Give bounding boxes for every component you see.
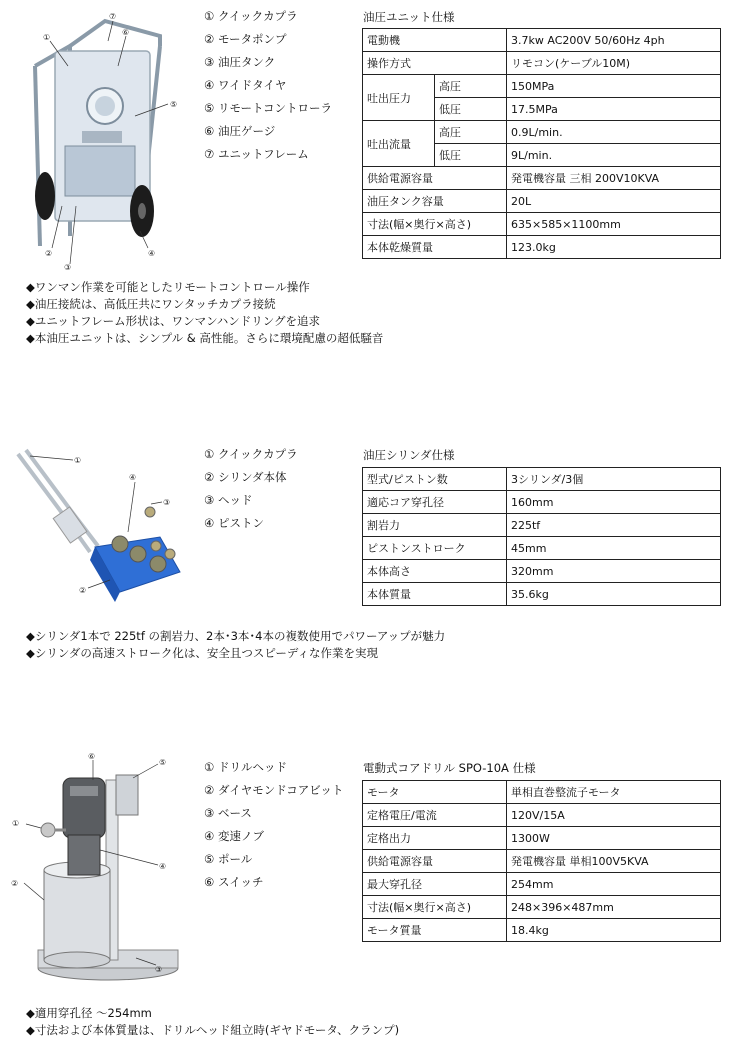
spec-value: 254mm <box>507 873 721 896</box>
hydraulic-unit-features <box>26 279 383 347</box>
feature-item: ◆シリンダ1本で 225tf の割岩力、2本･3本･4本の複数使用でパワーアップが魅力 <box>26 629 446 643</box>
spec-value: 248×396×487mm <box>507 896 721 919</box>
spec-title: 電動式コアドリル SPO-10A 仕様 <box>363 761 536 775</box>
spec-label: 寸法(幅×奥行×高さ) <box>363 896 507 919</box>
feature-item: ◆本油圧ユニットは、シンプル & 高性能。さらに環境配慮の超低騒音 <box>26 331 384 345</box>
spec-label: 吐出圧力 <box>363 75 435 121</box>
spec-value: 3.7kw AC200V 50/60Hz 4ph <box>507 29 721 52</box>
spec-label: 定格電圧/電流 <box>363 804 507 827</box>
spec-label: ピストンストローク <box>363 537 507 560</box>
part-item: ⑥ スイッチ <box>204 875 264 889</box>
spec-label: 寸法(幅×奥行×高さ) <box>363 213 507 236</box>
table-row <box>363 850 721 873</box>
spec-value: 120V/15A <box>507 804 721 827</box>
spec-value: 17.5MPa <box>507 98 721 121</box>
callout-4: ④ <box>129 473 137 482</box>
table-row <box>363 29 721 52</box>
spec-label: 供給電源容量 <box>363 167 507 190</box>
part-item: ③ ベース <box>204 806 252 820</box>
spec-value: 150MPa <box>507 75 721 98</box>
table-row <box>363 236 721 259</box>
table-row <box>363 896 721 919</box>
spec-label: 本体質量 <box>363 583 507 606</box>
table-row <box>363 804 721 827</box>
spec-label: 型式/ピストン数 <box>363 468 507 491</box>
spec-value: 1300W <box>507 827 721 850</box>
core-drill-illustration <box>8 750 195 990</box>
hydraulic-cylinder-spec-table <box>362 467 721 606</box>
spec-label: 操作方式 <box>363 52 507 75</box>
hydraulic-cylinder-features <box>26 628 445 662</box>
table-row <box>363 75 721 98</box>
spec-value: リモコン(ケーブル10M) <box>507 52 721 75</box>
part-item: ③ 油圧タンク <box>204 55 276 69</box>
callout-1: ① <box>74 456 82 465</box>
table-row <box>363 537 721 560</box>
table-row <box>363 583 721 606</box>
table-row <box>363 919 721 942</box>
spec-label: モータ <box>363 781 507 804</box>
spec-value: 3シリンダ/3個 <box>507 468 721 491</box>
callout-3: ③ <box>155 965 163 974</box>
callout-5: ⑤ <box>159 758 167 767</box>
spec-label: モータ質量 <box>363 919 507 942</box>
callout-3: ③ <box>163 498 171 507</box>
callout-7: ⑦ <box>109 12 117 21</box>
table-row <box>363 827 721 850</box>
callout-4: ④ <box>148 249 156 258</box>
spec-label: 電動機 <box>363 29 507 52</box>
spec-label: 本体乾燥質量 <box>363 236 507 259</box>
part-item: ② ダイヤモンドコアビット <box>204 783 344 797</box>
spec-label: 本体高さ <box>363 560 507 583</box>
part-item: ① ドリルヘッド <box>204 760 287 774</box>
part-item: ① クイックカプラ <box>204 9 298 23</box>
callout-6: ⑥ <box>122 28 130 37</box>
spec-label: 適応コア穿孔径 <box>363 491 507 514</box>
table-row <box>363 560 721 583</box>
core-drill-parts-list <box>204 756 343 894</box>
spec-value: 発電機容量 三相 200V10KVA <box>507 167 721 190</box>
part-item: ④ 変速ノブ <box>204 829 264 843</box>
spec-sublabel: 低圧 <box>435 98 507 121</box>
spec-value: 0.9L/min. <box>507 121 721 144</box>
spec-value: 18.4kg <box>507 919 721 942</box>
spec-value: 123.0kg <box>507 236 721 259</box>
feature-item: ◆油圧接続は、高低圧共にワンタッチカプラ接続 <box>26 297 276 311</box>
callout-1: ① <box>12 819 20 828</box>
spec-value: 9L/min. <box>507 144 721 167</box>
spec-label: 最大穿孔径 <box>363 873 507 896</box>
table-row <box>363 190 721 213</box>
spec-title: 油圧ユニット仕様 <box>363 10 455 24</box>
table-row <box>363 781 721 804</box>
feature-item: ◆寸法および本体質量は、ドリルヘッド組立時(ギヤドモータ、クランプ) <box>26 1023 400 1037</box>
spec-label: 供給電源容量 <box>363 850 507 873</box>
part-item: ⑥ 油圧ゲージ <box>204 124 276 138</box>
part-item: ⑤ リモートコントローラ <box>204 101 333 115</box>
feature-item: ◆シリンダの高速ストローク化は、安全且つスピーディな作業を実現 <box>26 646 379 660</box>
spec-value: 単相直巻整流子モータ <box>507 781 721 804</box>
spec-value: 635×585×1100mm <box>507 213 721 236</box>
callout-1: ① <box>43 33 51 42</box>
table-row <box>363 514 721 537</box>
spec-sublabel: 高圧 <box>435 121 507 144</box>
part-item: ① クイックカプラ <box>204 447 298 461</box>
part-item: ② シリンダ本体 <box>204 470 287 484</box>
spec-value: 20L <box>507 190 721 213</box>
table-row <box>363 52 721 75</box>
hydraulic-cylinder-parts-list <box>204 443 298 535</box>
part-item: ③ ヘッド <box>204 493 253 507</box>
callout-4: ④ <box>159 862 167 871</box>
spec-label: 油圧タンク容量 <box>363 190 507 213</box>
callout-2: ② <box>11 879 19 888</box>
hydraulic-unit-parts-list <box>204 5 332 166</box>
hydraulic-unit-spec-table <box>362 28 721 259</box>
core-drill-spec-table <box>362 780 721 942</box>
feature-item: ◆適用穿孔径 ～254mm <box>26 1006 152 1020</box>
spec-value: 225tf <box>507 514 721 537</box>
spec-sublabel: 高圧 <box>435 75 507 98</box>
spec-label: 割岩力 <box>363 514 507 537</box>
part-item: ④ ワイドタイヤ <box>204 78 287 92</box>
spec-sublabel: 低圧 <box>435 144 507 167</box>
table-row <box>363 468 721 491</box>
part-item: ⑦ ユニットフレーム <box>204 147 309 161</box>
callout-5: ⑤ <box>170 100 178 109</box>
spec-label: 吐出流量 <box>363 121 435 167</box>
feature-item: ◆ユニットフレーム形状は、ワンマンハンドリングを追求 <box>26 314 321 328</box>
table-row <box>363 491 721 514</box>
hydraulic-cylinder-illustration <box>10 442 195 617</box>
spec-value: 320mm <box>507 560 721 583</box>
spec-value: 発電機容量 単相100V5KVA <box>507 850 721 873</box>
table-row <box>363 167 721 190</box>
part-item: ④ ピストン <box>204 516 264 530</box>
feature-item: ◆ワンマン作業を可能としたリモートコントロール操作 <box>26 280 310 294</box>
core-drill-features <box>26 1005 399 1039</box>
table-row <box>363 121 721 144</box>
callout-3: ③ <box>64 263 72 271</box>
callout-2: ② <box>45 249 53 258</box>
spec-label: 定格出力 <box>363 827 507 850</box>
callout-6: ⑥ <box>88 752 96 761</box>
part-item: ⑤ ポール <box>204 852 253 866</box>
part-item: ② モータポンプ <box>204 32 287 46</box>
spec-value: 35.6kg <box>507 583 721 606</box>
callout-2: ② <box>79 586 87 595</box>
spec-title: 油圧シリンダ仕様 <box>363 448 455 462</box>
table-row <box>363 213 721 236</box>
spec-value: 45mm <box>507 537 721 560</box>
hydraulic-unit-illustration <box>10 6 195 271</box>
spec-value: 160mm <box>507 491 721 514</box>
table-row <box>363 873 721 896</box>
